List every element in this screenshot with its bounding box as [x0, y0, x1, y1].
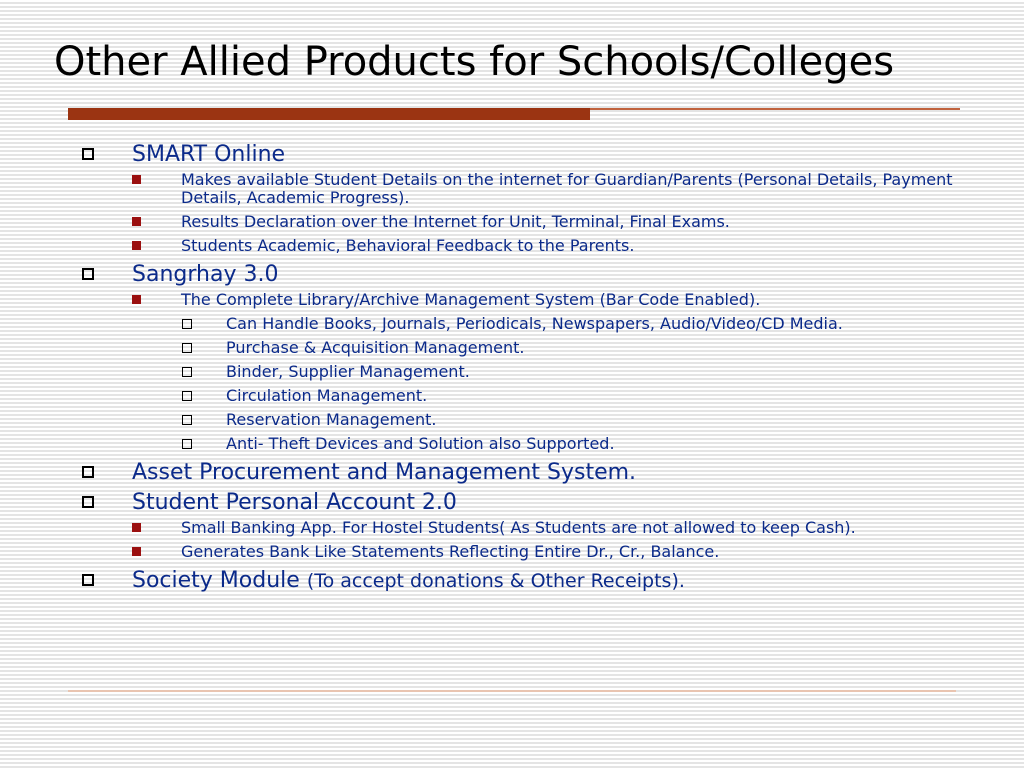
sub-sub-bullet-label: Can Handle Books, Journals, Periodicals, Newspapers, Audio/Video/CD Media. — [226, 314, 843, 333]
filled-square-bullet-icon — [132, 241, 141, 250]
hollow-square-bullet-icon — [82, 574, 94, 586]
sub-bullet-list — [132, 171, 960, 255]
slide-title: Other Allied Products for Schools/Colleges — [54, 39, 895, 85]
bullet-label: Student Personal Account 2.0 — [132, 490, 457, 515]
bullet-item-student-personal-account — [80, 489, 960, 561]
title-underline-thin — [590, 108, 960, 110]
sub-sub-bullet-label: Circulation Management. — [226, 386, 428, 405]
sub-sub-bullet-label: Anti- Theft Devices and Solution also Supported. — [226, 434, 615, 453]
sub-bullet-label: Makes available Student Details on the internet for Guardian/Parents (Personal Details, Payment Details, Academic Progress). — [181, 170, 953, 207]
sub-sub-bullet-list — [181, 315, 960, 453]
sub-bullet-label: Small Banking App. For Hostel Students( As Students are not allowed to keep Cash). — [181, 518, 856, 537]
sub-bullet-label: Generates Bank Like Statements Reflecting Entire Dr., Cr., Balance. — [181, 542, 720, 561]
sub-sub-bullet-item — [181, 339, 960, 357]
filled-square-bullet-icon — [132, 523, 141, 532]
sub-bullet-label: Results Declaration over the Internet for Unit, Terminal, Final Exams. — [181, 212, 730, 231]
filled-square-bullet-icon — [132, 547, 141, 556]
bullet-label: Asset Procurement and Management System. — [132, 460, 637, 485]
bullet-label-row — [132, 567, 960, 595]
hollow-square-bullet-icon — [82, 148, 94, 160]
sub-bullet-item — [132, 213, 960, 231]
sub-bullet-item — [132, 237, 960, 255]
sub-sub-bullet-label: Purchase & Acquisition Management. — [226, 338, 525, 357]
sub-bullet-item — [132, 291, 960, 453]
bullet-item-smart-online — [80, 141, 960, 255]
hollow-square-bullet-icon — [82, 466, 94, 478]
hollow-square-bullet-icon — [82, 496, 94, 508]
filled-square-bullet-icon — [132, 217, 141, 226]
bullet-label-note: (To accept donations & Other Receipts). — [306, 570, 685, 592]
hollow-square-bullet-icon — [182, 367, 192, 377]
sub-bullet-list — [132, 291, 960, 453]
sub-bullet-label: Students Academic, Behavioral Feedback to the Parents. — [181, 236, 635, 255]
footer-divider — [68, 690, 956, 692]
bullet-label: Society Module — [132, 568, 300, 593]
hollow-square-bullet-icon — [182, 391, 192, 401]
sub-bullet-item — [132, 171, 960, 207]
hollow-square-bullet-icon — [182, 415, 192, 425]
bullet-item-asset-procurement — [80, 459, 960, 486]
sub-sub-bullet-item — [181, 387, 960, 405]
sub-sub-bullet-item — [181, 435, 960, 453]
bullet-item-sangrhay — [80, 261, 960, 453]
sub-bullet-item — [132, 543, 960, 561]
filled-square-bullet-icon — [132, 175, 141, 184]
sub-sub-bullet-label: Reservation Management. — [226, 410, 437, 429]
sub-bullet-item — [132, 519, 960, 537]
sub-sub-bullet-label: Binder, Supplier Management. — [226, 362, 470, 381]
bullet-list — [80, 138, 960, 595]
hollow-square-bullet-icon — [182, 319, 192, 329]
hollow-square-bullet-icon — [82, 268, 94, 280]
sub-sub-bullet-item — [181, 411, 960, 429]
bullet-label: SMART Online — [132, 142, 286, 167]
filled-square-bullet-icon — [132, 295, 141, 304]
bullet-label: Sangrhay 3.0 — [132, 262, 279, 287]
sub-sub-bullet-item — [181, 315, 960, 333]
bullet-item-society-module — [80, 567, 960, 595]
hollow-square-bullet-icon — [182, 439, 192, 449]
sub-sub-bullet-item — [181, 363, 960, 381]
title-underline-thick — [68, 108, 590, 120]
sub-bullet-list — [132, 519, 960, 561]
sub-bullet-label: The Complete Library/Archive Management System (Bar Code Enabled). — [181, 290, 761, 309]
hollow-square-bullet-icon — [182, 343, 192, 353]
